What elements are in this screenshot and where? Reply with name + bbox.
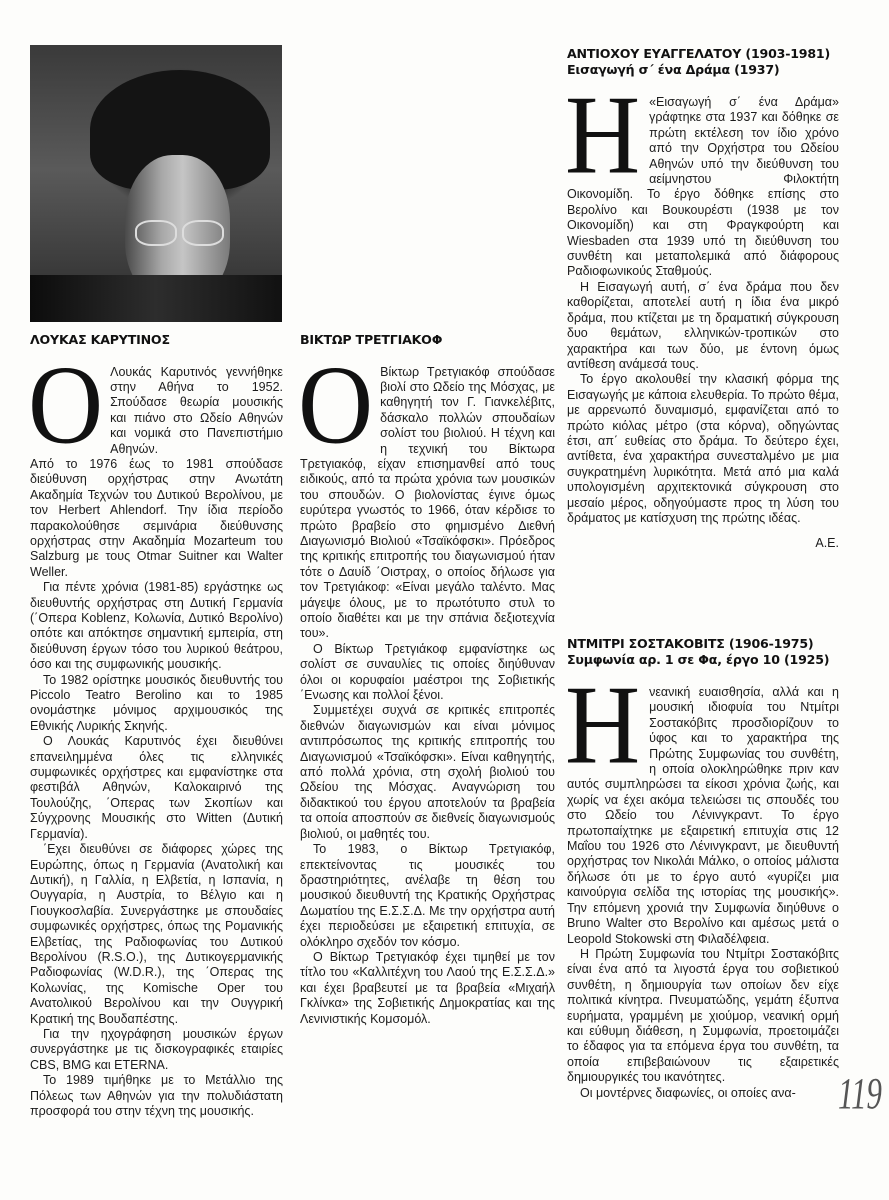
article-karytinos [30, 332, 283, 1119]
paragraph: Ο Βίκτωρ Τρετγιάκοφ εμφανίστηκε ως σολίστ σε συναυλίες τις οποίες διηύθυναν όλοι οι κορυφαίοι μαέστροι της Σοβιετικής ΄Ενωσης και πολλοί ξένοι. [300, 641, 555, 703]
paragraph: Η Εισαγωγή αυτή, σ΄ ένα δράμα που δεν καθορίζεται, αποτελεί αυτή η ίδια ένα μικρό δράμα, που κτίζεται με τη δραματική σύγκρουση δυο θεμάτων, ελληνικών-τροπικών στο χαρακτήρα και των δύο, με έντονη όμως αντίθεση ανάμεσά τους. [567, 279, 839, 371]
article-heading: ΑΝΤΙΟΧΟΥ ΕΥΑΓΓΕΛΑΤΟΥ (1903-1981) [567, 46, 831, 61]
paragraph: Για την ηχογράφηση μουσικών έργων συνεργάστηκε με τις δισκογραφικές εταιρίες CBS, BMG και ETERNA. [30, 1026, 283, 1072]
article-subheading: Συμφωνία αρ. 1 σε Φα, έργο 10 (1925) [567, 651, 830, 667]
paragraph: Το 1989 τιμήθηκε με το Μετάλλιο της Πόλεως των Αθηνών για την πολυδιάστατη προσφορά του στην τέχνη της μουσικής. [30, 1073, 283, 1118]
article-tretyakov [300, 332, 555, 1027]
photo-shoulders [30, 275, 282, 322]
paragraph: ΄Εχει διευθύνει σε διάφορες χώρες της Ευρώπης, όπως η Γερμανία (Ανατολική και Δυτική), η Γαλλία, η Ελβετία, η Ισπανία, η Ουγγαρία, η Αυστρία, το Βέλγιο και η Γιουγκοσλαβία. Συνεργάστηκε με σπουδαίες συμφωνικές ορχήστρες, όπως της Ρομανικής Ελβετίας, της Ραδιοφωνίας του Δυτικού Βερολίνου (R.S.O.), της Δυτικογερμανικής Ραδιοφωνίας (W.D.R.), της ΄Οπερας της Κολωνίας, της Komische Oper του Ανατολικού Βερολίνου και την Ουγγρική Κρατική της Βουδαπέστης. [30, 842, 283, 1026]
paragraph: Ο Λουκάς Καρυτινός έχει διευθύνει επανειλημμένα όλες τις ελληνικές συμφωνικές ορχήστρες και εμφανίστηκε στα φεστιβάλ Αθηνών, Καλοκαιρινό της Τουλούζης, ΄Οπερας των Σκοπίων και Σύγχρονης Μουσικής στο Witten (Δυτική Γερμανία). [30, 734, 283, 841]
page-number: 119 [838, 1069, 882, 1118]
drop-cap: Η [565, 73, 641, 198]
article-heading: ΝΤΜΙΤΡΙ ΣΟΣΤΑΚΟΒΙΤΣ (1906-1975) [567, 636, 814, 651]
lead-paragraph: Λουκάς Καρυτινός γεννήθηκε στην Αθήνα το 1952. Σπούδασε θεωρία μουσικής και πιάνο στο Ωδείο Αθηνών και νομικά στο Πανεπιστήμιο Αθηνών. [110, 364, 283, 456]
paragraph: Η Πρώτη Συμφωνία του Ντμίτρι Σοστακόβιτς είναι ένα από τα λιγοστά έργα του σοβιετικού συνθέτη, η δημιουργία των οποίων δεν είχε πολιτικά κίνητρα. Πνευματώδης, γεμάτη έξυπνα ευρήματα, γραμμένη με χιούμορ, νεανική ορμή και εύθυμη διάθεση, η Συμφωνία, προετοιμάζει το έδαφος για τα επόμενα έργα του συνθέτη, τα οποία επιβεβαιώνουν τις εξαιρετικές δημιουργικές του ικανότητες. [567, 946, 839, 1085]
article-heading: ΒΙΚΤΩΡ ΤΡΕΤΓΙΑΚΟΦ [300, 332, 443, 347]
article-shostakovich [567, 636, 839, 1101]
paragraph: Οι μοντέρνες διαφωνίες, οι οποίες ανα- [580, 1085, 796, 1100]
photo-glasses-left [135, 220, 177, 246]
lead-paragraph: «Εισαγωγή σ΄ ένα Δράμα» γράφτηκε στα 1937 και δόθηκε σε πρώτη εκτέλεση τον ίδιο χρόνο από την Ορχήστρα του Ωδείου Αθηνών υπό την διεύθυνση του αείμνηστου Φιλοκτήτη Οικονομίδη. Το έργο δόθηκε επίσης στο Βερολίνο και Βουκουρέστι (1938 με τον Οικονομίδη) και στη Φραγκφούρτη και Wiesbaden στα 1939 υπό τη διεύθυνση του συνθέτη και μεταπολεμικά από διάφορους Ραδιοφωνικούς Σταθμούς. [567, 95, 839, 279]
paragraph: Το 1983, ο Βίκτωρ Τρετγιακόφ, επεκτείνοντας τις μουσικές του δραστηριότητες, ανέλαβε τη θέση του μουσικού διευθυντή της Κρατικής Ορχήστρας Δωματίου της Ε.Σ.Σ.Δ. Με την ορχήστρα αυτή έχει περιοδεύσει με εξαιρετική επιτυχία, σε ολόκληρο σχεδόν τον κόσμο. [300, 842, 555, 949]
paragraph: Για πέντε χρόνια (1981-85) εργάστηκε ως διευθυντής ορχήστρας στη Δυτική Γερμανία (΄Οπερα Koblenz, Κολωνία, Δυτικό Βερολίνο) οπότε και απόκτησε σημαντική εμπειρία, στη διεύθυνση έργων τόσο του λυρικού θεάτρου, όσο και της συμφωνικής μουσικής. [30, 580, 283, 672]
paragraph: Το έργο ακολουθεί την κλασική φόρμα της Εισαγωγής με κάποια ελευθερία. Το πρώτο θέμα, με αρρενωπό δυναμισμό, εμφανίζεται από το πρώτο κιόλας μέτρο (στα κόρνα), οδηγώντας έτσι, απ΄ ευθείας στο δράμα. Το δεύτερο έχει, αντίθετα, ένα χαρακτήρα συνεσταλμένο με μια συγκρατημένη λυρικότητα. Μετά από μια καλά υπολογισμένη αρχιτεκτονικά σύγκρουση στο μεσαίο μέρος, οδηγούμαστε προς τη λύση του δράματος με κατίσχυση της πρώτης ιδέας. [567, 372, 839, 525]
drop-cap: Η [565, 663, 641, 788]
drop-cap: Ο [28, 342, 104, 467]
lead-paragraph: νεανική ευαισθησία, αλλά και η μουσική ιδιοφυία του Ντμίτρι Σοστακόβιτς προσδιορίζουν το ύφος και το χαρακτήρα της Πρώτης Συμφωνίας του συνθέτη, η οποία ολοκληρώθηκε πριν καν αυτός συμπληρώσει τα είκοσι χρόνια ζωής, και χωρίς να έχει ακόμα τελειώσει τις σπουδές του στο Ωδείο του Λένινγκραντ. Το έργο πρωτοπαίχτηκε με εξαιρετική επιτυχία στις 12 Μαΐου του 1926 στο Λένινγκραντ, με διευθυντή ορχήστρας τον Νικολάι Μάλκο, ο οποίος μάλιστα δήλωσε ότι με το έργο αυτό «γυρίζει μια καινούργια σελίδα της ιστορίας της μουσικής». Την επόμενη χρονιά την Συμφωνία διηύθυνε ο Bruno Walter στο Βερολίνο και αμέσως μετά ο Leopold Stokowski στη Φιλαδέλφεια. [567, 685, 839, 946]
portrait-photo [30, 45, 282, 322]
paragraph: Το 1982 ορίστηκε μουσικός διευθυντής του Piccolo Teatro Berolino και το 1985 ονομάστηκε μόνιμος αρχιμουσικός της Εθνικής Λυρικής Σκηνής. [30, 672, 283, 733]
drop-cap: Ο [298, 342, 374, 467]
article-evangelatos [567, 46, 839, 552]
author-signature: Α.Ε. [815, 536, 839, 551]
paragraph: Ο Βίκτωρ Τρετγιακόφ έχει τιμηθεί με τον τίτλο του «Καλλιτέχνη του Λαού της Ε.Σ.Σ.Δ.» και έχει βραβευτεί με τα βραβεία «Μιχαήλ Γκλίνκα» της Σοβιετικής Δημοκρατίας και της Λενινιστικής Κομσομόλ. [300, 949, 555, 1026]
paragraph: Συμμετέχει συχνά σε κριτικές επιτροπές διεθνών διαγωνισμών και είναι μόνιμος αντιπρόσωπος της κριτικής επιτροπής του Διαγωνισμού «Τσαϊκόφσκι». Είναι καθηγητής, από πολλά χρόνια, στη σχολή βιολιού του Ωδείου της Μόσχας. Αναγνώριση του διδακτικού του έργου αποτελούν τα βραβεία τα οποία αποσπούν σε διεθνείς διαγωνισμούς βιολιού, οι μαθητές του. [300, 703, 555, 841]
paragraph: Από το 1976 έως το 1981 σπούδασε διεύθυνση ορχήστρας στην Ανωτάτη Ακαδημία Τεχνών του Δυτικού Βερολίνου, με τον Herbert Ahlendorf. Την ίδια περίοδο παρακολούθησε σεμινάρια διεύθυνσης ορχήστρας στην Ακαδημία Mozarteum του Salzburg με τους Otmar Suitner και Walter Weller. [30, 456, 283, 579]
photo-glasses-right [182, 220, 224, 246]
lead-paragraph: Βίκτωρ Τρετγιακόφ σπούδασε βιολί στο Ωδείο της Μόσχας, με καθηγητή τον Γ. Γιανκελέβιτς, δάσκαλο πολλών σπουδαίων σολίστ του βιολιού. Η τέχνη και η τεχνική του Βίκτωρα Τρετγιακόφ, είχαν επισημανθεί από τους ειδικούς, από τα πρώτα χρόνια των μουσικών του σπουδών. Ο βιολονίστας έγινε όμως ευρύτερα γνωστός το 1966, όταν κέρδισε το πρώτο βραβείο στο φημισμένο Διεθνή Διαγωνισμό Βιολιού «Τσαϊκόφσκι». Πρόεδρος της κριτικής επιτροπής του διαγωνισμού ήταν τότε ο Δαυίδ ΄Οιστραχ, ο οποίος δήλωσε για τον Τρετγιάκοφ: «Είναι μεγάλο ταλέντο. Μας μάγεψε όλους, με το πρωτότυπο στυλ το οποίο διαθέτει και με την σπάνια δεξιοτεχνία του». [300, 364, 555, 641]
article-subheading: Εισαγωγή σ΄ ένα Δράμα (1937) [567, 61, 780, 77]
article-heading: ΛΟΥΚΑΣ ΚΑΡΥΤΙΝΟΣ [30, 332, 170, 347]
